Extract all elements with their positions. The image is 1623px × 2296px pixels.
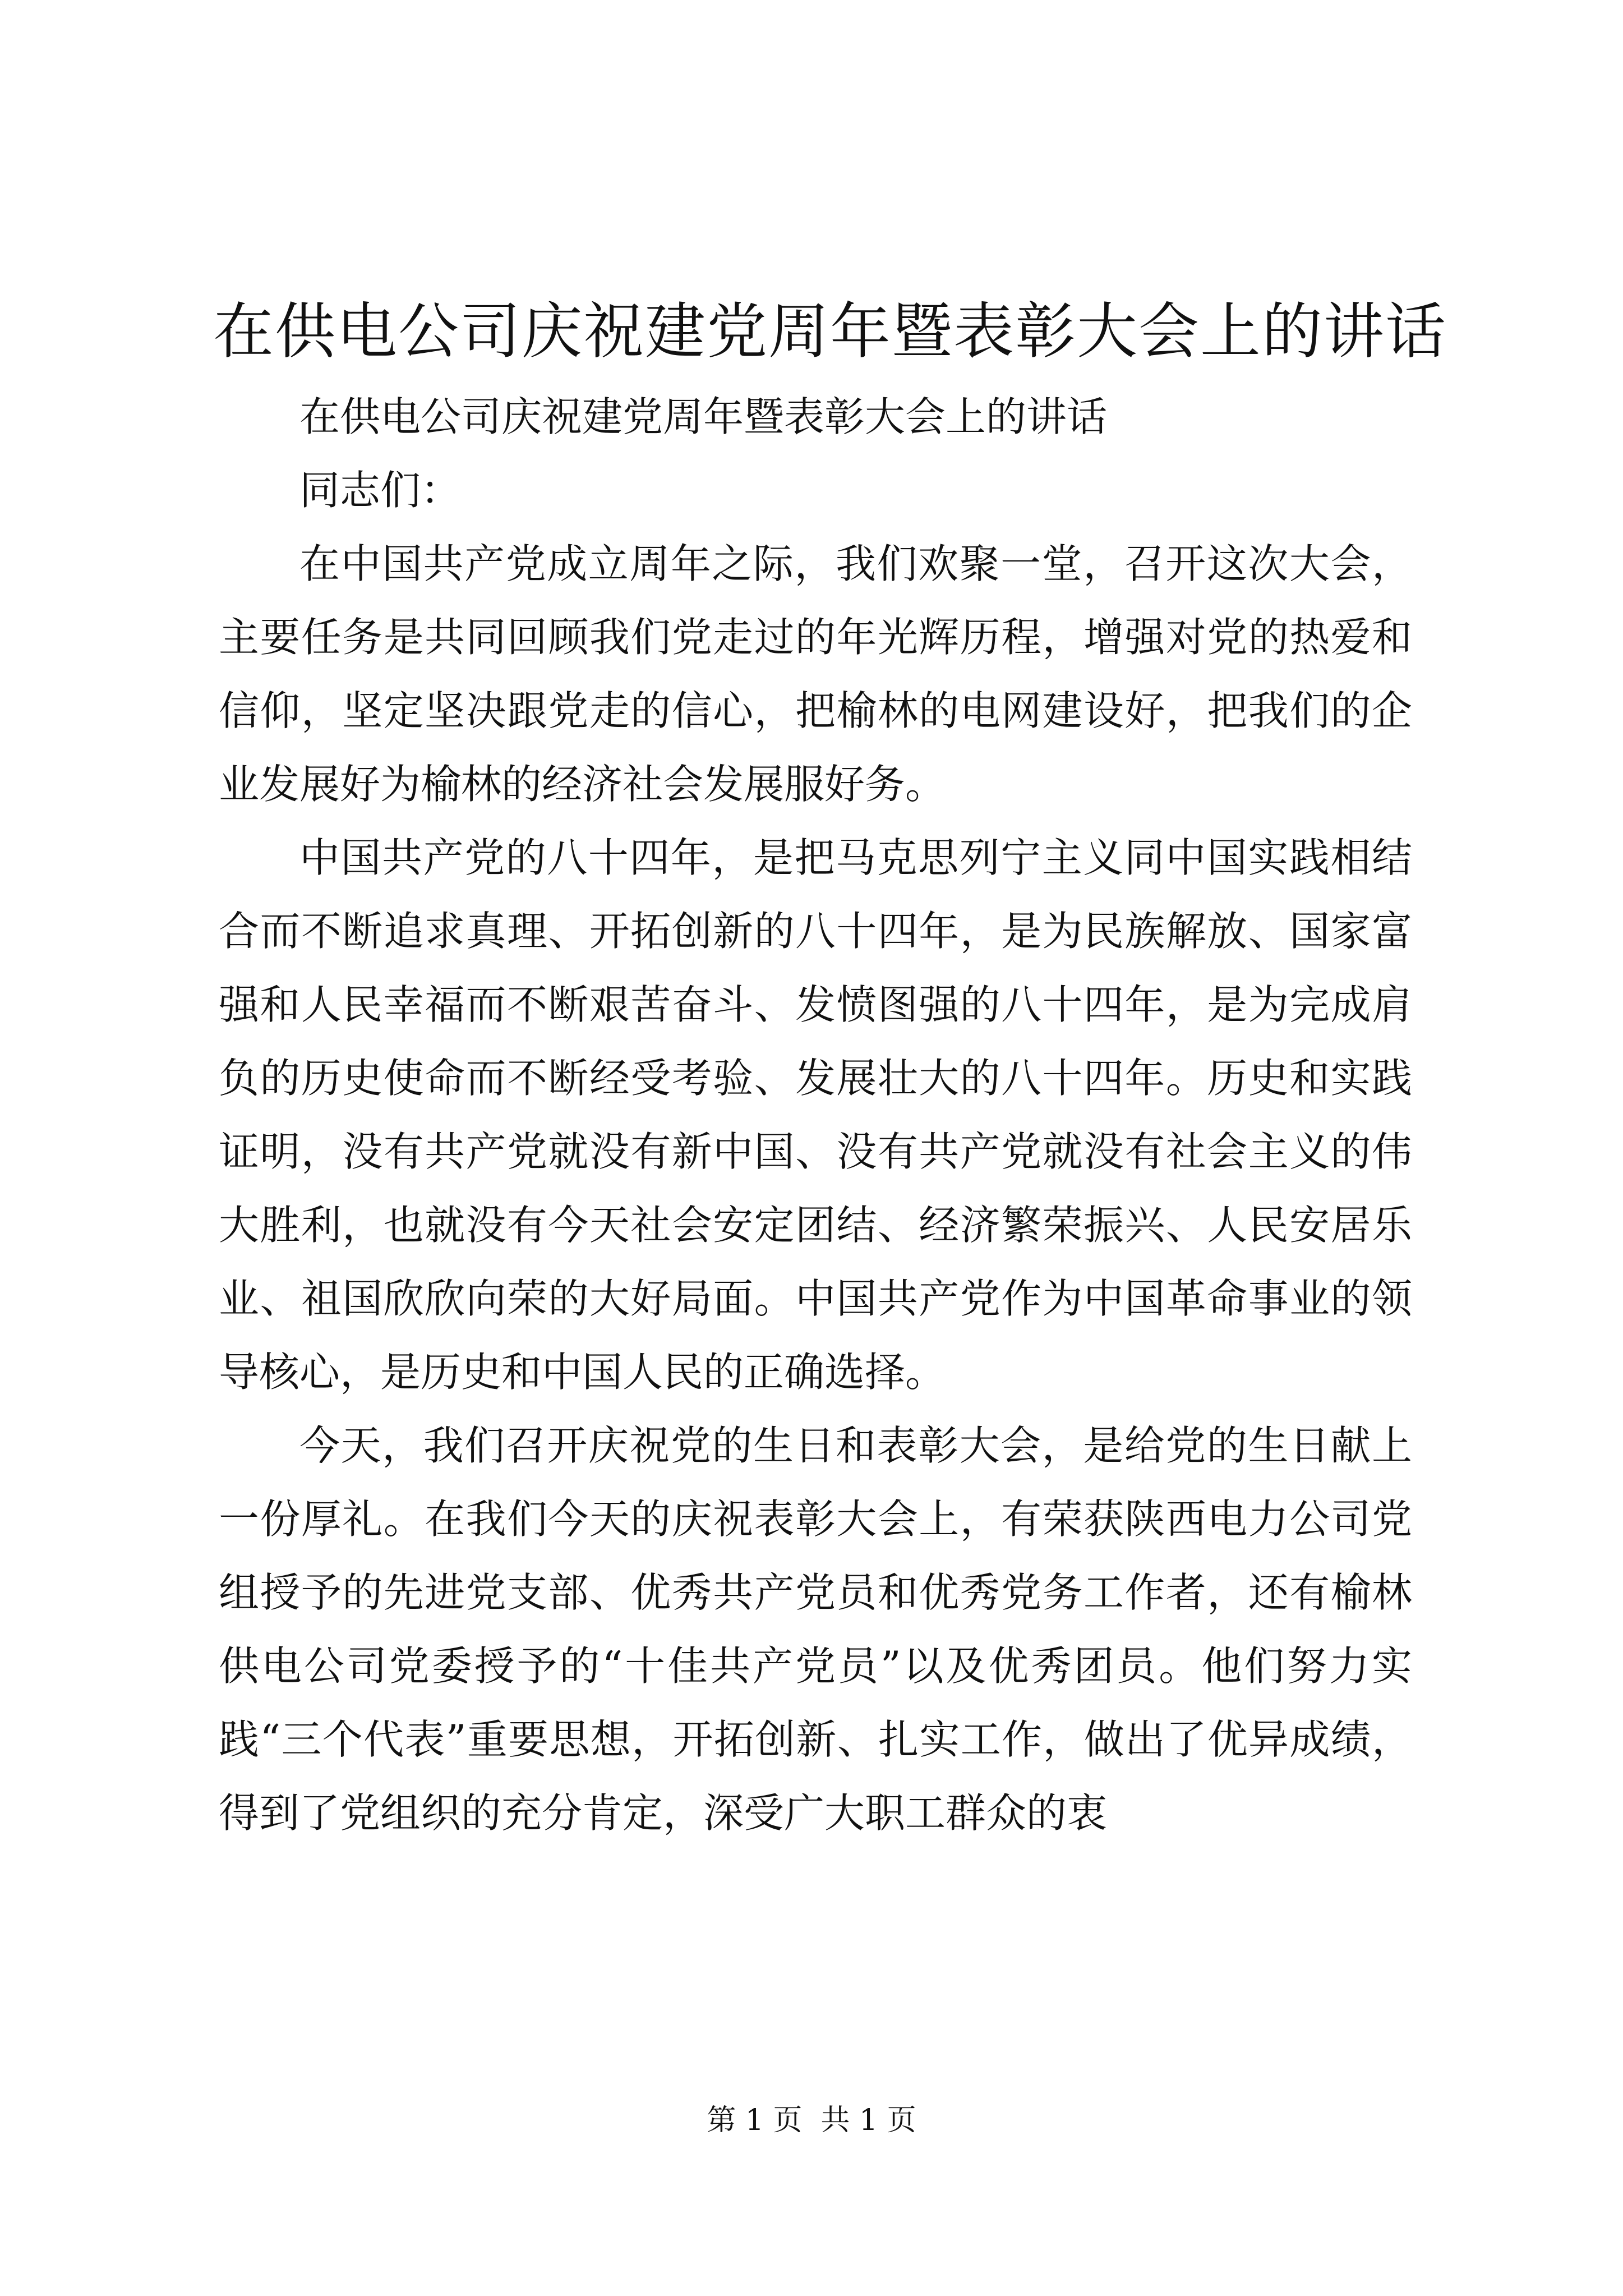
paragraph-3: 今天，我们召开庆祝党的生日和表彰大会，是给党的生日献上一份厚礼。在我们今天的庆祝表彰大会上，有荣获陕西电力公司党组授予的先进党支部、优秀共产党员和优秀党务工作者，还有榆林供电公司党委授予的“十佳共产党员”以及优秀团员。他们努力实践“三个代表”重要思想，开拓创新、扎实工作，做出了优异成绩，得到了党组织的充分肯定，深受广大职工群众的衷 — [219, 1422, 1412, 1837]
document-body — [219, 380, 1412, 1850]
page-number: 第 1 页 共 1 页 — [707, 2104, 916, 2137]
page-footer — [0, 2101, 1623, 2140]
document-title: 在供电公司庆祝建党周年暨表彰大会上的讲话 — [213, 297, 1447, 367]
paragraph-2: 中国共产党的八十四年，是把马克思列宁主义同中国实践相结合而不断追求真理、开拓创新的八十四年，是为民族解放、国家富强和人民幸福而不断艰苦奋斗、发愤图强的八十四年，是为完成肩负的历史使命而不断经受考验、发展壮大的八十四年。历史和实践证明，没有共产党就没有新中国、没有共产党就没有社会主义的伟大胜利，也就没有今天社会安定团结、经济繁荣振兴、人民安居乐业、祖国欣欣向荣的大好局面。中国共产党作为中国革命事业的领导核心，是历史和中国人民的正确选择。 — [219, 834, 1412, 1396]
paragraph-salutation: 同志们： — [299, 467, 462, 514]
paragraph-subtitle: 在供电公司庆祝建党周年暨表彰大会上的讲话 — [299, 393, 1108, 440]
paragraph-1: 在中国共产党成立周年之际，我们欢聚一堂，召开这次大会，主要任务是共同回顾我们党走过的年光辉历程，增强对党的热爱和信仰，坚定坚决跟党走的信心，把榆林的电网建设好，把我们的企业发展好为榆林的经济社会发展服好务。 — [219, 540, 1412, 808]
